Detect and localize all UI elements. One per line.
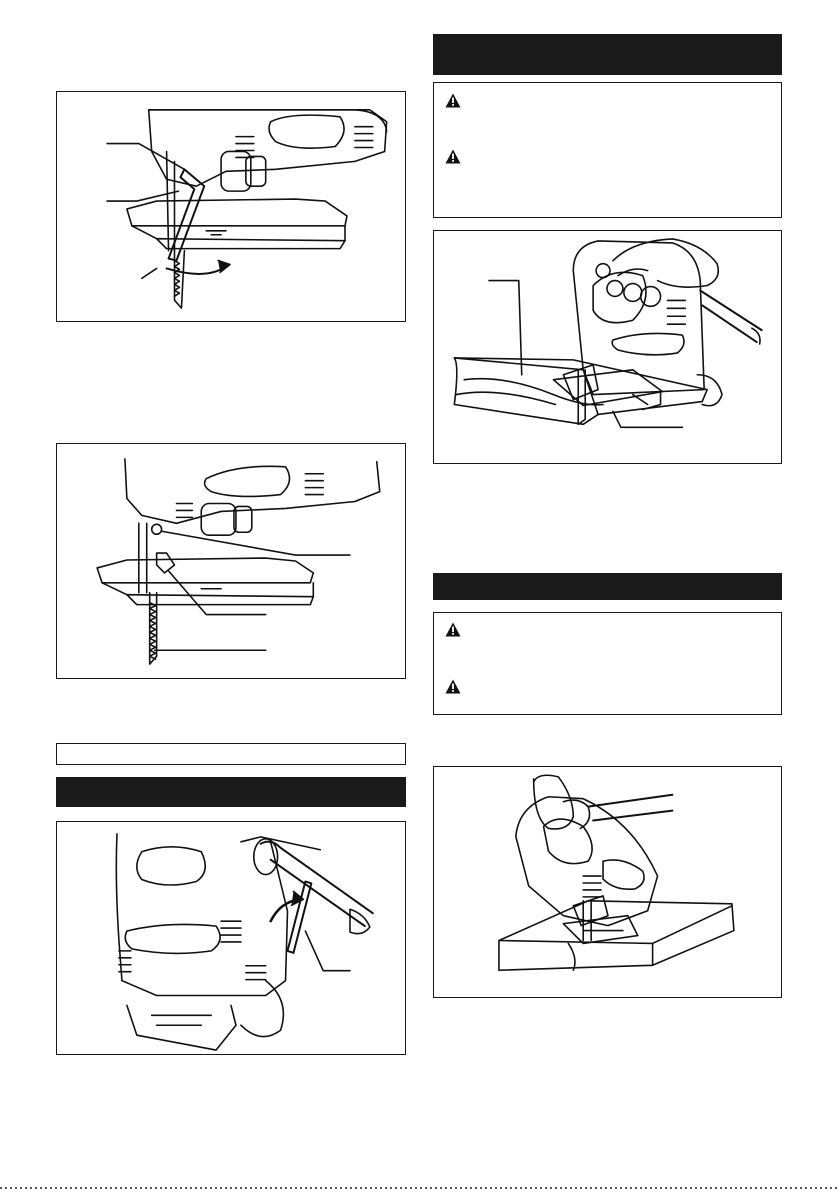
figure-cutting-operation — [433, 230, 782, 464]
section-header-bar-right-top — [433, 34, 782, 75]
hex-wrench-storage-illustration — [57, 822, 405, 1054]
warning-triangle-icon — [445, 679, 461, 694]
warning-triangle-icon — [445, 149, 461, 164]
warning-box-top — [433, 82, 782, 218]
page-footer-rule — [0, 1187, 840, 1189]
figure-blade-clamp — [56, 443, 406, 679]
figure-hex-wrench-storage — [56, 821, 406, 1055]
warning-triangle-icon — [445, 93, 461, 108]
section-header-bar-left — [56, 777, 406, 807]
warning-box-bottom — [433, 612, 782, 715]
jigsaw-cutting-operation-illustration — [434, 231, 781, 463]
jigsaw-plunge-cutting-illustration — [434, 767, 781, 997]
warning-triangle-icon — [445, 622, 461, 637]
jigsaw-hex-wrench-illustration — [57, 92, 405, 321]
section-header-bar-right-middle — [433, 573, 782, 600]
figure-plunge-cutting — [433, 766, 782, 998]
jigsaw-blade-clamp-illustration — [57, 444, 405, 678]
note-box — [56, 743, 406, 765]
figure-blade-hex-wrench — [56, 91, 406, 322]
